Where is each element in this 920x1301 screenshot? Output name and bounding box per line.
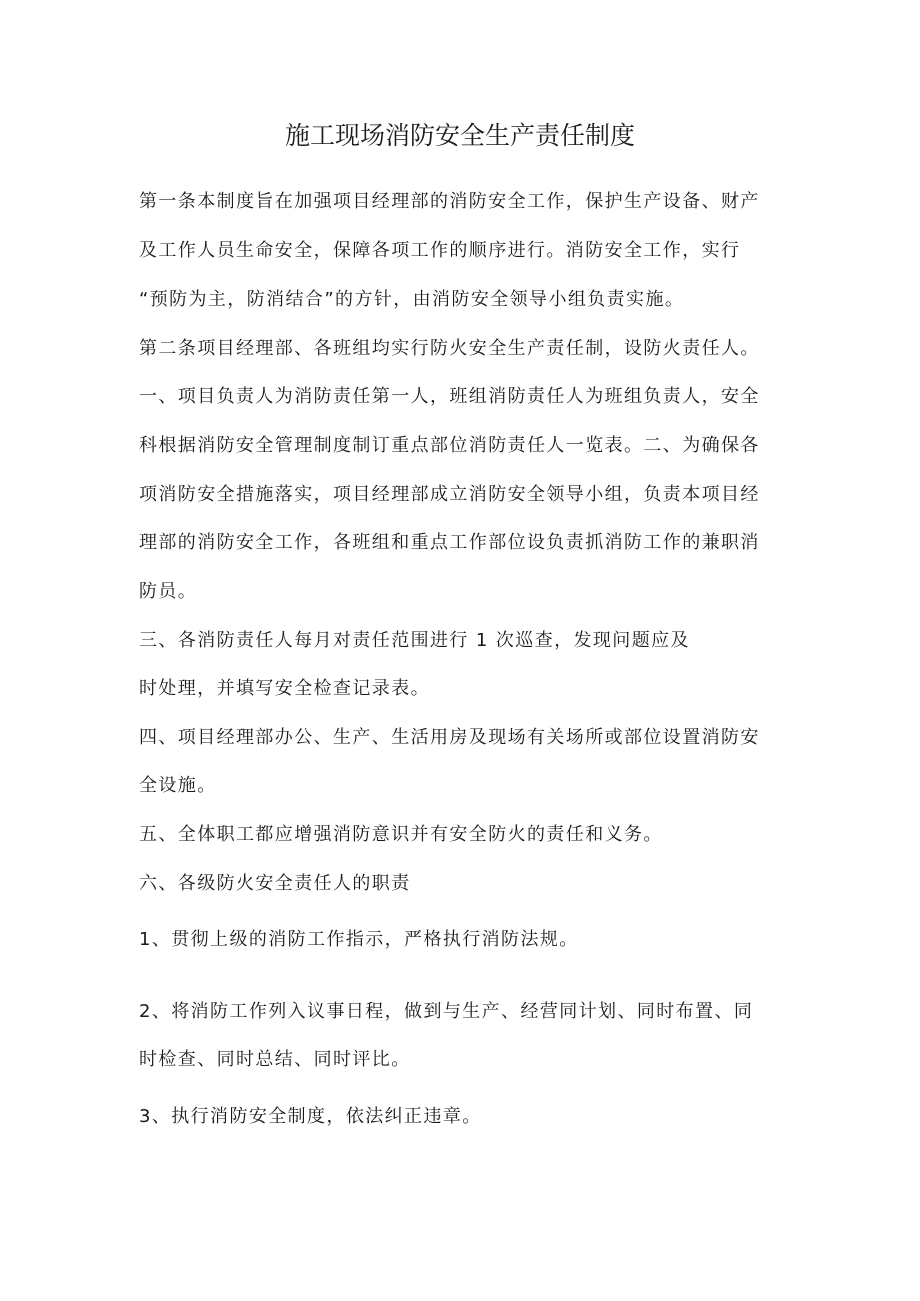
paragraph-line: 及工作人员生命安全，保障各项工作的顺序进行。消防安全工作，实行 <box>139 240 741 261</box>
paragraph-line: 第一条本制度旨在加强项目经理部的消防安全工作，保护生产设备、财产 <box>139 191 760 212</box>
paragraph-line: 3、执行消防安全制度，依法纠正违章。 <box>139 1106 482 1127</box>
paragraph-line: 时检查、同时总结、同时评比。 <box>139 1049 411 1070</box>
document-title: 施工现场消防安全生产责任制度 <box>284 121 635 150</box>
paragraph-line: 防员。 <box>139 581 198 602</box>
paragraph-line: 一、项目负责人为消防责任第一人，班组消防责任人为班组负责人，安全 <box>139 386 760 407</box>
paragraph-line: 时处理，并填写安全检查记录表。 <box>139 678 430 699</box>
paragraph-line: 六、各级防火安全责任人的职责 <box>139 873 411 894</box>
paragraph-line: 三、各消防责任人每月对责任范围进行 1 次巡查，发现问题应及 <box>139 630 690 651</box>
paragraph-line: 1、贯彻上级的消防工作指示，严格执行消防法规。 <box>139 929 579 950</box>
paragraph-line: 全设施。 <box>139 775 217 796</box>
paragraph-line: 五、全体职工都应增强消防意识并有安全防火的责任和义务。 <box>139 824 663 845</box>
paragraph-line: 2、将消防工作列入议事日程，做到与生产、经营同计划、同时布置、同 <box>139 1001 754 1022</box>
paragraph-line: 项消防安全措施落实，项目经理部成立消防安全领导小组，负责本项目经 <box>139 484 760 505</box>
paragraph-line: 第二条项目经理部、各班组均实行防火安全生产责任制，设防火责任人。 <box>139 338 760 359</box>
paragraph-line: 理部的消防安全工作，各班组和重点工作部位设负责抓消防工作的兼职消 <box>139 532 760 553</box>
paragraph-line: “预防为主，防消结合”的方针，由消防安全领导小组负责实施。 <box>139 289 685 310</box>
paragraph-line: 科根据消防安全管理制度制订重点部位消防责任人一览表。二、为确保各 <box>139 435 760 456</box>
paragraph-line: 四、项目经理部办公、生产、生活用房及现场有关场所或部位设置消防安 <box>139 727 760 748</box>
